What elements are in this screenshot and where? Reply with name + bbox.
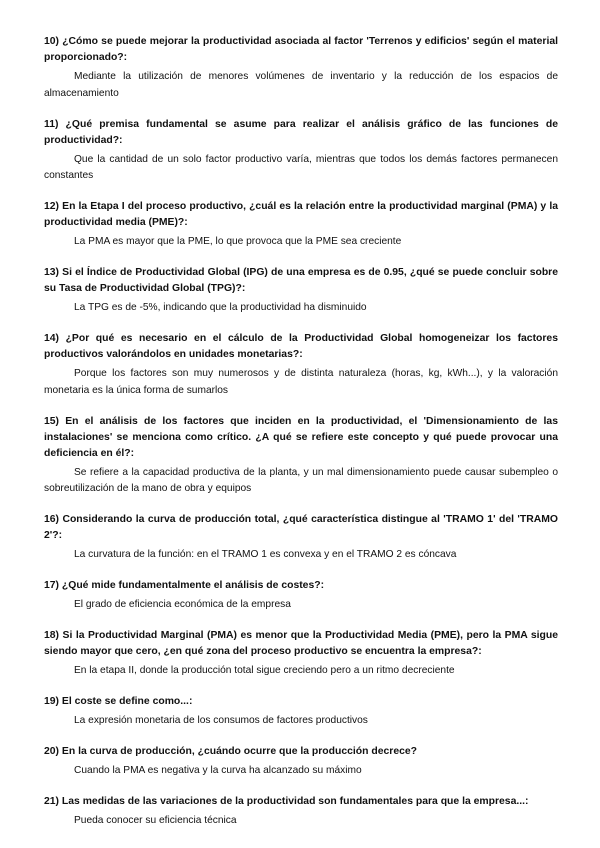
answer-text: Cuando la PMA es negativa y la curva ha alcanzado su máximo bbox=[74, 765, 362, 776]
qa-item-18 bbox=[44, 628, 558, 680]
question-text: 12) En la Etapa I del proceso productivo, ¿cuál es la relación entre la productividad marginal (PMA) y la productividad media (PME)?: bbox=[44, 201, 558, 228]
qa-item-19 bbox=[44, 694, 558, 730]
answer-text: El grado de eficiencia económica de la empresa bbox=[74, 599, 291, 610]
answer-text: La curvatura de la función: en el TRAMO 1 es convexa y en el TRAMO 2 es cóncava bbox=[74, 549, 457, 560]
answer-text: Que la cantidad de un solo factor productivo varía, mientras que todos los demás factores permanecen constantes bbox=[44, 153, 558, 181]
qa-item-20 bbox=[44, 744, 558, 780]
qa-item-11 bbox=[44, 117, 558, 185]
answer-text: Se refiere a la capacidad productiva de la planta, y un mal dimensionamiento puede causar subempleo o sobreutilización de la mano de obra y equipos bbox=[44, 466, 558, 494]
question-text: 17) ¿Qué mide fundamentalmente el análisis de costes?: bbox=[44, 580, 325, 591]
answer-text: Mediante la utilización de menores volúmenes de inventario y la reducción de los espacios de almacenamiento bbox=[44, 71, 558, 99]
answer-text: La PMA es mayor que la PME, lo que provoca que la PME sea creciente bbox=[74, 236, 402, 247]
question-text: 10) ¿Cómo se puede mejorar la productividad asociada al factor 'Terrenos y edificios' según el material proporcionado?: bbox=[44, 36, 558, 63]
qa-item-13 bbox=[44, 265, 558, 317]
answer-text: Porque los factores son muy numerosos y de distinta naturaleza (horas, kg, kWh...), y la valoración monetaria es la única forma de sumarlos bbox=[44, 368, 558, 396]
question-text: 16) Considerando la curva de producción total, ¿qué característica distingue al 'TRAMO 1' del 'TRAMO 2'?: bbox=[44, 514, 558, 541]
answer-text: La TPG es de -5%, indicando que la productividad ha disminuido bbox=[74, 302, 367, 313]
question-text: 14) ¿Por qué es necesario en el cálculo de la Productividad Global homogeneizar los factores productivos valorándolos en unidades monetarias?: bbox=[44, 333, 558, 360]
question-text: 11) ¿Qué premisa fundamental se asume para realizar el análisis gráfico de las funciones de productividad?: bbox=[44, 118, 558, 146]
qa-item-17 bbox=[44, 578, 558, 614]
answer-text: Pueda conocer su eficiencia técnica bbox=[74, 815, 237, 826]
qa-item-12 bbox=[44, 199, 558, 251]
question-text: 15) En el análisis de los factores que inciden en la productividad, el 'Dimensionamiento de las instalaciones' se menciona como crítico. ¿A qué se refiere este concepto y qué puede provocar una deficiencia en él?: bbox=[44, 415, 558, 459]
qa-item-21 bbox=[44, 794, 558, 830]
qa-item-15 bbox=[44, 414, 558, 498]
qa-item-10 bbox=[44, 34, 558, 102]
question-text: 13) Si el Índice de Productividad Global (IPG) de una empresa es de 0.95, ¿qué se puede concluir sobre su Tasa de Productividad Global (TPG)?: bbox=[44, 267, 558, 294]
question-text: 19) El coste se define como...: bbox=[44, 696, 193, 707]
question-text: 21) Las medidas de las variaciones de la productividad son fundamentales para que la empresa...: bbox=[44, 796, 529, 807]
answer-text: En la etapa II, donde la producción total sigue creciendo pero a un ritmo decreciente bbox=[74, 665, 455, 676]
qa-item-14 bbox=[44, 331, 558, 399]
answer-text: La expresión monetaria de los consumos de factores productivos bbox=[74, 715, 368, 726]
question-text: 18) Si la Productividad Marginal (PMA) es menor que la Productividad Media (PME), pero la PMA sigue siendo mayor que cero, ¿en qué zona del proceso productivo se encuentra la empresa?: bbox=[44, 630, 558, 657]
qa-item-16 bbox=[44, 512, 558, 564]
question-text: 20) En la curva de producción, ¿cuándo ocurre que la producción decrece? bbox=[44, 746, 417, 757]
